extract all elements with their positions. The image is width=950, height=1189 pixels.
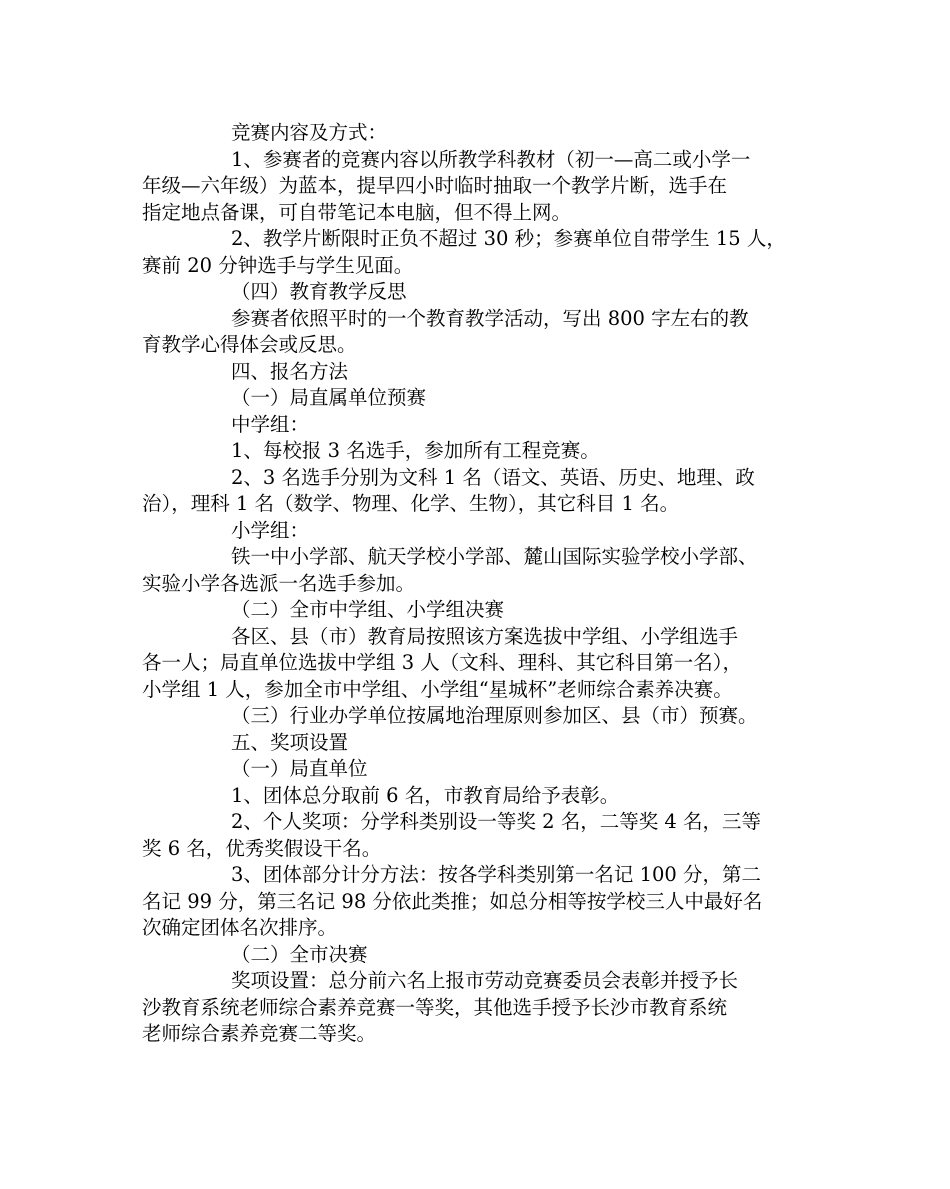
paragraph xyxy=(142,544,822,597)
paragraph xyxy=(142,306,822,359)
paragraph xyxy=(142,385,822,412)
text-line: 3、团体部分计分方法：按各学科类别第一名记 100 分，第二 xyxy=(231,863,762,886)
paragraph xyxy=(142,942,822,969)
text-line: （四）教育教学反思 xyxy=(231,280,407,303)
paragraph xyxy=(142,279,822,306)
text-line: 竞赛内容及方式： xyxy=(231,121,388,144)
paragraph xyxy=(142,465,822,518)
text-line: 年级—六年级）为蓝本，提早四小时临时抽取一个教学片断，选手在 xyxy=(142,174,728,197)
text-line: 治），理科 1 名（数学、物理、化学、生物），其它科目 1 名。 xyxy=(142,492,680,515)
paragraph xyxy=(142,120,822,147)
text-line: 育教学心得体会或反思。 xyxy=(142,333,357,356)
text-line: 1、每校报 3 名选手，参加所有工程竞赛。 xyxy=(231,439,600,462)
text-line: 中学组： xyxy=(231,412,310,436)
paragraph xyxy=(142,518,822,545)
text-line: 次确定团体名次排序。 xyxy=(142,916,338,939)
text-line: 小学组： xyxy=(231,518,310,542)
text-line: 1、团体总分取前 6 名，市教育局给予表彰。 xyxy=(231,783,620,807)
paragraph xyxy=(142,359,822,386)
text-line: 参赛者依照平时的一个教育教学活动，写出 800 字左右的教 xyxy=(231,306,749,330)
paragraph xyxy=(142,226,822,279)
paragraph xyxy=(142,597,822,624)
text-line: （一）局直单位 xyxy=(231,757,368,780)
text-line: 五、奖项设置 xyxy=(231,730,349,754)
text-line: 2、3 名选手分别为文科 1 名（语文、英语、历史、地理、政 xyxy=(231,465,755,489)
text-line: 2、个人奖项：分学科类别设一等奖 2 名，二等奖 4 名，三等 xyxy=(231,810,762,833)
text-line: 铁一中小学部、航天学校小学部、麓山国际实验学校小学部、 xyxy=(231,545,758,568)
text-line: 2、教学片断限时正负不超过 30 秒；参赛单位自带学生 15 人， xyxy=(231,227,786,250)
text-line: 赛前 20 分钟选手与学生见面。 xyxy=(142,253,414,277)
paragraph xyxy=(142,809,822,862)
text-line: 实验小学各选派一名选手参加。 xyxy=(142,571,416,595)
text-line: 指定地点备课，可自带笔记本电脑，但不得上网。 xyxy=(142,200,572,224)
paragraph xyxy=(142,412,822,439)
paragraph xyxy=(142,783,822,810)
text-line: 名记 99 分，第三名记 98 分依此类推；如总分相等按学校三人中最好名 xyxy=(142,889,763,913)
paragraph xyxy=(142,147,822,227)
paragraph xyxy=(142,968,822,1048)
paragraph xyxy=(142,624,822,704)
text-line: （三）行业办学单位按属地治理原则参加区、县（市）预赛。 xyxy=(231,704,758,727)
text-line: 沙教育系统老师综合素养竞赛一等奖，其他选手授予长沙市教育系统 xyxy=(142,995,728,1019)
paragraph xyxy=(142,862,822,942)
text-line: 各一人；局直单位选拔中学组 3 人（文科、理科、其它科目第一名）， xyxy=(142,651,743,674)
paragraph xyxy=(142,756,822,783)
text-line: 小学组 1 人，参加全市中学组、小学组“星城杯”老师综合素养决赛。 xyxy=(142,677,733,701)
text-line: 老师综合素养竞赛二等奖。 xyxy=(142,1022,377,1045)
text-line: 奖 6 名，优秀奖假设干名。 xyxy=(142,836,382,860)
text-line: （一）局直属单位预赛 xyxy=(231,386,427,409)
paragraph xyxy=(142,703,822,730)
paragraph xyxy=(142,730,822,757)
text-line: 各区、县（市）教育局按照该方案选拔中学组、小学组选手 xyxy=(231,624,739,648)
text-line: 1、参赛者的竞赛内容以所教学科教材（初一—高二或小学一 xyxy=(231,147,751,171)
text-line: （二）全市中学组、小学组决赛 xyxy=(231,598,505,621)
text-line: （二）全市决赛 xyxy=(231,942,368,966)
text-line: 四、报名方法 xyxy=(231,359,349,383)
document-body xyxy=(142,120,822,1048)
paragraph xyxy=(142,438,822,465)
text-line: 奖项设置：总分前六名上报市劳动竞赛委员会表彰并授予长 xyxy=(231,969,739,992)
